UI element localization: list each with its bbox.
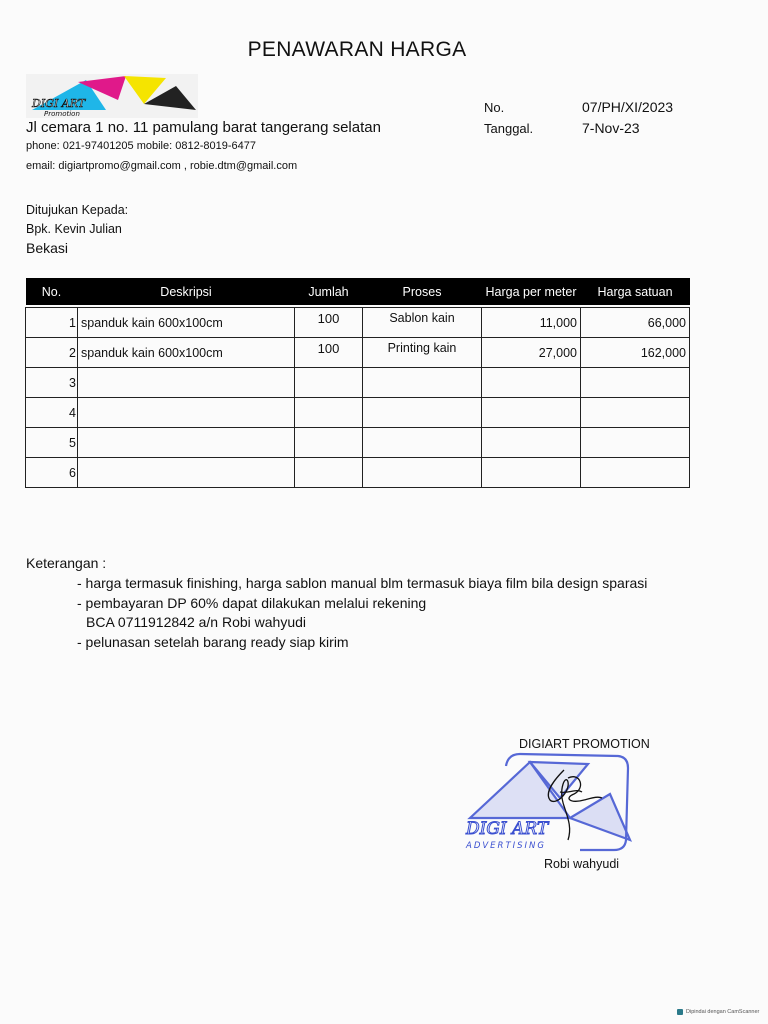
row-price-per-meter (482, 458, 581, 488)
row-unit-price (581, 398, 690, 428)
row-quantity (295, 428, 363, 458)
header-unit-price: Harga satuan (581, 278, 690, 305)
items-table (25, 278, 690, 488)
bank-account: BCA 0711912842 a/n Robi wahyudi (86, 614, 307, 630)
signature-company: DIGIART PROMOTION (519, 737, 650, 751)
row-process: Sablon kain (363, 308, 482, 338)
row-process (363, 368, 482, 398)
stamp-subtext: ADVERTISING (466, 841, 546, 851)
row-unit-price: 162,000 (581, 338, 690, 368)
stamp-text: DIGI ART (466, 819, 549, 839)
row-no: 4 (26, 398, 78, 428)
header-process: Proses (363, 278, 482, 305)
row-description (78, 398, 295, 428)
notes-line-4: - pelunasan setelah barang ready siap kirim (77, 634, 349, 650)
signer-name: Robi wahyudi (544, 857, 620, 871)
camscanner-icon (677, 1009, 683, 1015)
header-quantity: Jumlah (295, 278, 363, 305)
header-no: No. (26, 278, 78, 305)
recipient-name: Bpk. Kevin Julian (26, 222, 122, 236)
document-title: PENAWARAN HARGA (247, 38, 467, 61)
row-unit-price (581, 458, 690, 488)
row-quantity: 100 (295, 308, 363, 338)
row-process (363, 398, 482, 428)
logo-text: DIGI ART (32, 97, 86, 110)
row-description: spanduk kain 600x100cm (78, 308, 295, 338)
company-stamp (460, 748, 642, 858)
company-logo (26, 74, 198, 118)
recipient-city: Bekasi (26, 240, 69, 256)
notes-line-1: - harga termasuk finishing, harga sablon manual blm termasuk biaya film bila design sparasi (77, 575, 648, 591)
doc-number-value: 07/PH/XI/2023 (582, 99, 674, 115)
doc-number-label: No. (484, 100, 505, 115)
row-no: 1 (26, 308, 78, 338)
table-row (26, 338, 690, 368)
notes-heading: Keterangan : (26, 555, 107, 571)
row-no: 5 (26, 428, 78, 458)
row-unit-price (581, 428, 690, 458)
company-phone: phone: 021-97401205 mobile: 0812-8019-6477 (26, 140, 256, 152)
row-no: 2 (26, 338, 78, 368)
company-address: Jl cemara 1 no. 11 pamulang barat tangerang selatan (26, 119, 381, 136)
date-label: Tanggal. (484, 121, 534, 136)
row-unit-price (581, 368, 690, 398)
date-value: 7-Nov-23 (582, 120, 640, 136)
row-price-per-meter: 11,000 (482, 308, 581, 338)
table-row (26, 428, 690, 458)
row-description (78, 458, 295, 488)
table-header-row (26, 278, 690, 305)
table-row (26, 368, 690, 398)
header-price-per-meter: Harga per meter (482, 278, 581, 305)
row-process (363, 458, 482, 488)
scanner-watermark (677, 1009, 759, 1015)
table-row (26, 398, 690, 428)
scanner-text: Dipindai dengan CamScanner (686, 1009, 760, 1015)
row-quantity: 100 (295, 338, 363, 368)
row-description (78, 428, 295, 458)
row-description: spanduk kain 600x100cm (78, 338, 295, 368)
row-quantity (295, 398, 363, 428)
row-price-per-meter (482, 398, 581, 428)
recipient-heading: Ditujukan Kepada: (26, 203, 129, 217)
logo-subtext: Promotion (44, 110, 80, 118)
row-quantity (295, 368, 363, 398)
company-email: email: digiartpromo@gmail.com , robie.dtm@gmail.com (26, 160, 298, 172)
row-unit-price: 66,000 (581, 308, 690, 338)
table-row (26, 308, 690, 338)
row-quantity (295, 458, 363, 488)
header-description: Deskripsi (78, 278, 295, 305)
row-process: Printing kain (363, 338, 482, 368)
table-row (26, 458, 690, 488)
row-no: 3 (26, 368, 78, 398)
row-process (363, 428, 482, 458)
row-price-per-meter: 27,000 (482, 338, 581, 368)
row-price-per-meter (482, 368, 581, 398)
row-price-per-meter (482, 428, 581, 458)
row-description (78, 368, 295, 398)
row-no: 6 (26, 458, 78, 488)
notes-line-2: - pembayaran DP 60% dapat dilakukan melalui rekening (77, 595, 427, 611)
